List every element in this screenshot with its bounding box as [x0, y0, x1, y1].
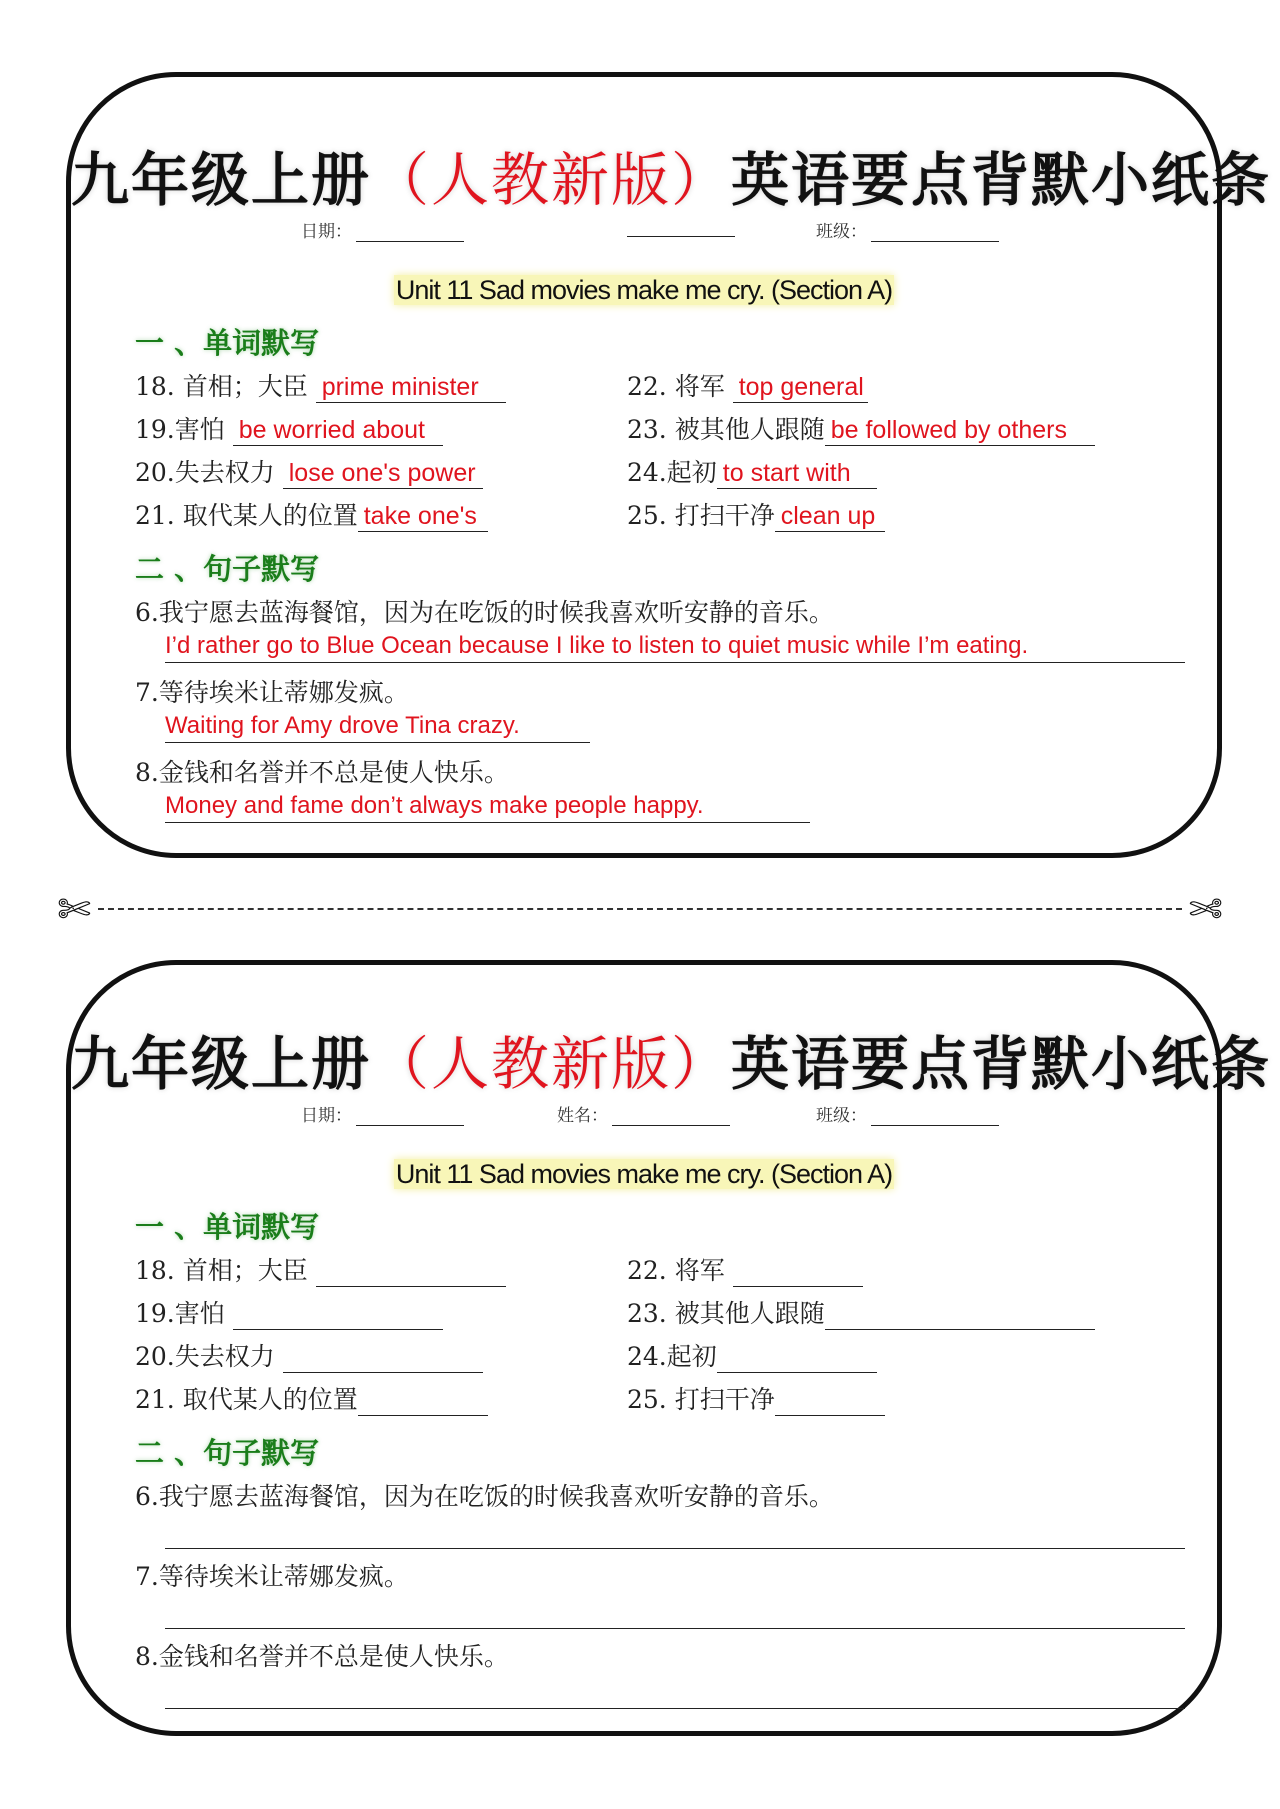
blank-card — [66, 960, 1272, 1736]
vocab-item-23: 23. 被其他人跟随 — [627, 1294, 1095, 1330]
section-vocab-heading: 一 、单词默写 — [135, 1210, 320, 1244]
sentence-7-blank[interactable] — [165, 1627, 1185, 1629]
vocab-answer[interactable]: to start with — [717, 458, 877, 489]
section-sentences-heading: 二 、句子默写 — [135, 1436, 320, 1470]
title-sub: 英语要点背默小纸条 — [731, 146, 1272, 214]
vocab-blank[interactable] — [233, 1299, 443, 1330]
vocab-answer[interactable]: be followed by others — [825, 415, 1095, 446]
class-field[interactable] — [816, 217, 999, 242]
sentence-8-blank[interactable] — [165, 1707, 1185, 1709]
card-title — [71, 1017, 1272, 1101]
vocab-item-21: 21. 取代某人的位置 take one's — [135, 496, 488, 532]
sentence-6-blank[interactable] — [165, 1547, 1185, 1549]
scissors-icon: ✄ — [57, 887, 91, 933]
vocab-blank[interactable] — [283, 1342, 483, 1373]
title-sub: 英语要点背默小纸条 — [731, 1030, 1272, 1098]
sentence-6-prompt: 6.我宁愿去蓝海餐馆，因为在吃饭的时候我喜欢听安静的音乐。 — [135, 1482, 834, 1511]
sentence-8-answer[interactable]: Money and fame don’t always make people happy. — [165, 790, 810, 823]
vocab-item-25: 25. 打扫干净 — [627, 1380, 885, 1416]
sentence-7-prompt: 7.等待埃米让蒂娜发疯。 — [135, 1562, 409, 1591]
section-vocab-heading: 一 、单词默写 — [135, 326, 320, 360]
meta-row — [71, 217, 1217, 247]
vocab-answer[interactable]: clean up — [775, 501, 885, 532]
sentence-8-prompt: 8.金钱和名誉并不总是使人快乐。 — [135, 1642, 509, 1671]
vocab-answer[interactable]: top general — [733, 372, 868, 403]
date-label: 日期： — [301, 1106, 352, 1126]
name-field[interactable] — [557, 1101, 730, 1126]
name-label: 姓名： — [557, 1106, 608, 1126]
class-label: 班级： — [816, 1106, 867, 1126]
title-main: 九年级上册 — [71, 146, 372, 214]
name-line — [612, 1107, 730, 1126]
vocab-blank[interactable] — [775, 1385, 885, 1416]
vocab-blank[interactable] — [825, 1299, 1095, 1330]
vocab-item-22: 22. 将军 — [627, 1251, 863, 1287]
sentence-7-answer[interactable]: Waiting for Amy drove Tina crazy. — [165, 710, 590, 743]
vocab-blank[interactable] — [733, 1256, 863, 1287]
vocab-answer[interactable]: lose one's power — [283, 458, 483, 489]
vocab-item-21: 21. 取代某人的位置 — [135, 1380, 488, 1416]
name-field[interactable] — [623, 217, 735, 237]
scissors-icon: ✄ — [1189, 887, 1223, 933]
title-main: 九年级上册 — [71, 1030, 372, 1098]
meta-row — [71, 1101, 1217, 1131]
card-title — [71, 133, 1272, 217]
class-line — [871, 1107, 999, 1126]
vocab-item-24: 24.起初 — [627, 1337, 877, 1373]
sentence-6-prompt: 6.我宁愿去蓝海餐馆，因为在吃饭的时候我喜欢听安静的音乐。 — [135, 598, 834, 627]
date-field[interactable] — [301, 1101, 464, 1126]
vocab-item-20: 20.失去权力 — [135, 1337, 483, 1373]
vocab-item-22: 22. 将军 top general — [627, 367, 868, 403]
vocab-answer[interactable]: be worried about — [233, 415, 443, 446]
unit-text: Unit 11 Sad movies make me cry. (Section A) — [395, 275, 893, 305]
vocab-item-23: 23. 被其他人跟随 be followed by others — [627, 410, 1095, 446]
section-sentences-heading: 二 、句子默写 — [135, 552, 320, 586]
answer-card — [66, 72, 1272, 858]
vocab-answer[interactable]: take one's — [358, 501, 488, 532]
vocab-item-25: 25. 打扫干净 clean up — [627, 496, 885, 532]
sentence-6-answer[interactable]: I’d rather go to Blue Ocean because I like to listen to quiet music while I’m eating. — [165, 630, 1185, 663]
vocab-blank[interactable] — [717, 1342, 877, 1373]
vocab-item-24: 24.起初 to start with — [627, 453, 877, 489]
sentence-8-prompt: 8.金钱和名誉并不总是使人快乐。 — [135, 758, 509, 787]
vocab-item-18: 18. 首相；大臣 — [135, 1251, 506, 1287]
vocab-blank[interactable] — [316, 1256, 506, 1287]
class-line — [871, 223, 999, 242]
class-field[interactable] — [816, 1101, 999, 1126]
vocab-blank[interactable] — [358, 1385, 488, 1416]
title-edition: （人教新版） — [371, 146, 732, 214]
title-edition: （人教新版） — [371, 1030, 732, 1098]
name-line — [627, 218, 735, 237]
unit-heading — [71, 275, 1217, 306]
vocab-item-18: 18. 首相；大臣 prime minister — [135, 367, 506, 403]
vocab-item-19: 19.害怕 be worried about — [135, 410, 443, 446]
vocab-answer[interactable]: prime minister — [316, 372, 506, 403]
cut-line — [98, 908, 1182, 910]
date-line — [356, 223, 464, 242]
sentence-7-prompt: 7.等待埃米让蒂娜发疯。 — [135, 678, 409, 707]
date-field[interactable] — [301, 217, 464, 242]
class-label: 班级： — [816, 222, 867, 242]
unit-text: Unit 11 Sad movies make me cry. (Section A) — [395, 1159, 893, 1189]
unit-heading — [71, 1159, 1217, 1190]
date-label: 日期： — [301, 222, 352, 242]
vocab-item-20: 20.失去权力 lose one's power — [135, 453, 483, 489]
vocab-item-19: 19.害怕 — [135, 1294, 443, 1330]
date-line — [356, 1107, 464, 1126]
